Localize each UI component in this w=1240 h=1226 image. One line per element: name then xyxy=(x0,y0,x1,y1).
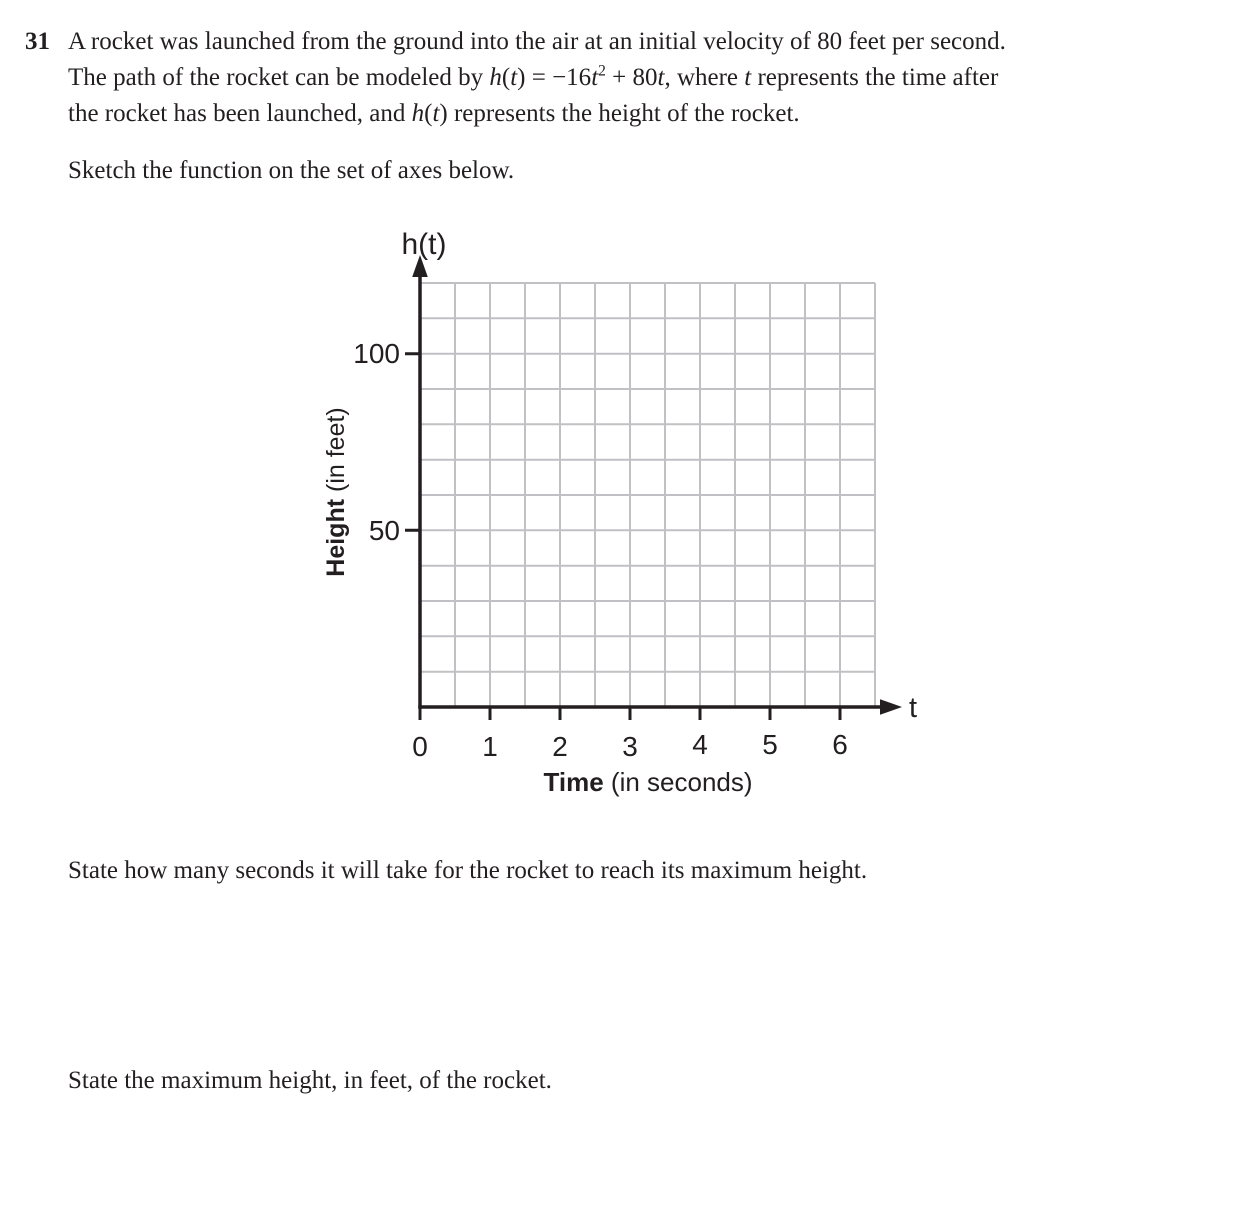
problem-text xyxy=(68,24,1006,132)
problem-statement xyxy=(25,24,1225,132)
y-tick-label-50: 50 xyxy=(368,515,400,546)
x-tick-label-6: 6 xyxy=(832,729,848,760)
sketch-axes-graph[interactable] xyxy=(300,222,960,822)
y-axis-title-rest: (in feet) xyxy=(322,407,350,499)
x-axis-title-rest: (in seconds) xyxy=(603,767,753,797)
sketch-instruction: Sketch the function on the set of axes below. xyxy=(68,157,515,184)
x-tick-label-1: 1 xyxy=(482,731,498,762)
x-axis-arrowhead-icon xyxy=(880,699,902,715)
x-tick-label-2: 2 xyxy=(552,731,568,762)
problem-line-1: A rocket was launched from the ground into the air at an initial velocity of 80 feet per second. xyxy=(68,28,1006,55)
x-tick-label-5: 5 xyxy=(762,729,778,760)
y-axis-title xyxy=(322,407,350,576)
question-max-time: State how many seconds it will take for the rocket to reach its maximum height. xyxy=(68,857,868,884)
y-axis-title-bold: Height xyxy=(322,498,350,577)
x-axis-symbol-label: t xyxy=(908,692,918,724)
y-axis-tick-marks xyxy=(405,354,420,531)
y-tick-label-100: 100 xyxy=(353,338,400,369)
x-tick-label-0: 0 xyxy=(412,731,428,762)
x-axis-title-bold: Time xyxy=(543,767,604,797)
grid-horizontal-lines xyxy=(420,283,875,672)
x-tick-label-4: 4 xyxy=(692,729,708,760)
problem-line-2: The path of the rocket can be modeled by $h(t) = -16t^2 + 80t$, where t represents the time after xyxy=(68,62,999,91)
problem-line-3: the rocket has been launched, and h(t) represents the height of the rocket. xyxy=(68,100,800,127)
problem-number: 31 xyxy=(25,28,50,55)
x-axis-tick-marks xyxy=(420,707,840,720)
x-axis-title xyxy=(543,767,752,797)
y-axis-symbol-label: h(t) xyxy=(401,228,447,261)
question-max-height: State the maximum height, in feet, of the rocket. xyxy=(68,1067,552,1094)
x-tick-label-3: 3 xyxy=(622,731,638,762)
